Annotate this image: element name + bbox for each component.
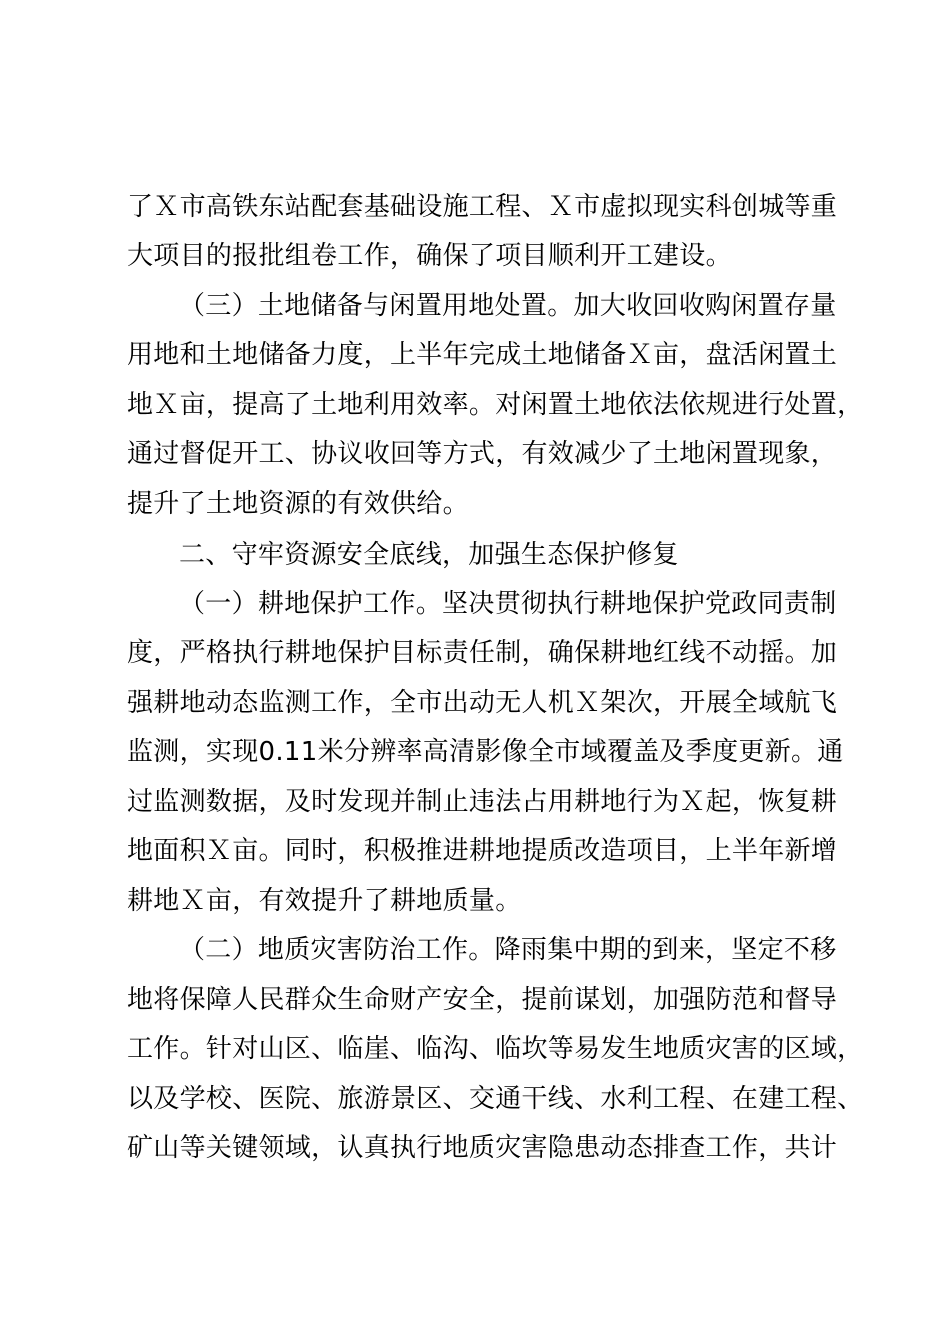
section-heading: （二）地质灾害防治工作。降雨集中期的到来，坚定不移 [179, 935, 837, 965]
text-line: 耕地Ｘ亩，有效提升了耕地质量。 [127, 886, 522, 916]
text-line: 通过督促开工、协议收回等方式，有效减少了土地闲置现象， [127, 439, 838, 469]
text-line: 大项目的报批组卷工作，确保了项目顺利开工建设。 [127, 241, 732, 271]
text-line: 工作。针对山区、临崖、临沟、临坎等易发生地质灾害的区域， [127, 1034, 864, 1064]
text-line: 强耕地动态监测工作，全市出动无人机Ｘ架次，开展全域航飞 [127, 688, 838, 718]
text-line: 了Ｘ市高铁东站配套基础设施工程、Ｘ市虚拟现实科创城等重 [127, 192, 838, 222]
section-heading: （一）耕地保护工作。坚决贯彻执行耕地保护党政同责制 [179, 589, 837, 619]
section-heading: （三）土地储备与闲置用地处置。加大收回收购闲置存量 [179, 291, 837, 321]
text-line: 地Ｘ亩，提高了土地利用效率。对闲置土地依法依规进行处置， [127, 390, 864, 420]
text-line: 矿山等关键领域，认真执行地质灾害隐患动态排查工作，共计 [127, 1133, 838, 1163]
text-line: 以及学校、医院、旅游景区、交通干线、水利工程、在建工程、 [127, 1084, 864, 1114]
text-line: 过监测数据，及时发现并制止违法占用耕地行为Ｘ起，恢复耕 [127, 787, 838, 817]
text-line: 度，严格执行耕地保护目标责任制，确保耕地红线不动摇。加 [127, 638, 838, 668]
text-line: 用地和土地储备力度，上半年完成土地储备Ｘ亩，盘活闲置土 [127, 340, 838, 370]
text-line: 监测，实现0.11米分辨率高清影像全市域覆盖及季度更新。通 [127, 737, 844, 767]
chapter-heading: 二、守牢资源安全底线，加强生态保护修复 [179, 540, 679, 570]
text-line: 地将保障人民群众生命财产安全，提前谋划，加强防范和督导 [127, 985, 838, 1015]
text-line: 提升了土地资源的有效供给。 [127, 489, 469, 519]
text-line: 地面积Ｘ亩。同时，积极推进耕地提质改造项目，上半年新增 [127, 836, 838, 866]
